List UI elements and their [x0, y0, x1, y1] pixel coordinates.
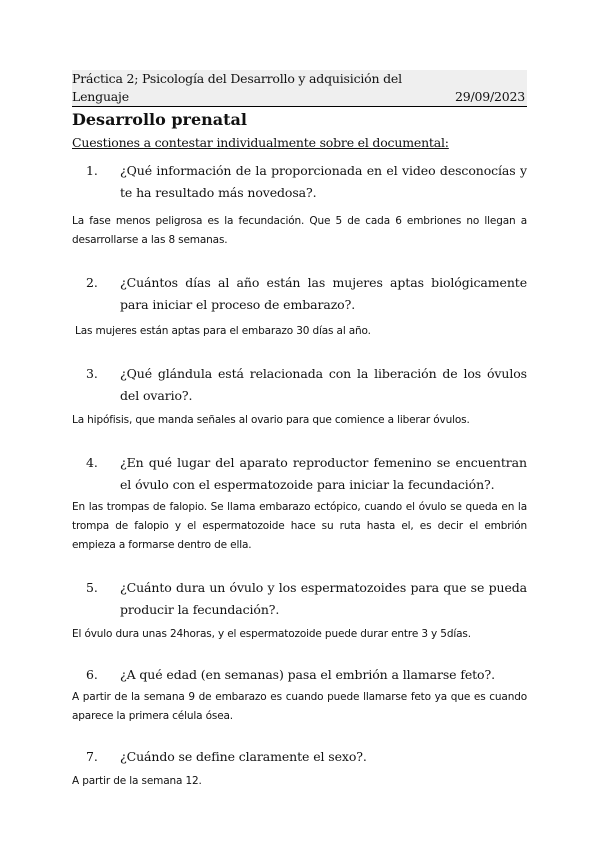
question-number: 1.	[86, 163, 98, 178]
question-number: 6.	[86, 667, 98, 682]
question-1	[72, 160, 527, 204]
document-header	[72, 70, 527, 107]
question-text: ¿Qué información de la proporcionada en el video desconocías y te ha resultado más novedosa?.	[120, 163, 527, 200]
answer-5: El óvulo dura unas 24horas, y el espermatozoide puede durar entre 3 y 5días.	[72, 628, 471, 640]
page-title: Desarrollo prenatal	[72, 110, 247, 129]
question-number: 2.	[86, 275, 98, 290]
question-number: 3.	[86, 366, 98, 381]
question-number: 4.	[86, 455, 98, 470]
question-5	[72, 577, 527, 621]
answer-6: A partir de la semana 9 de embarazo es cuando puede llamarse feto ya que es cuando aparece la primera célula ósea.	[72, 691, 527, 722]
answer-4: En las trompas de falopio. Se llama embarazo ectópico, cuando el óvulo se queda en la trompa de falopio y el espermatozoide hace su ruta hasta el, es decir el embrión empieza a formarse dentro de ella.	[72, 501, 527, 551]
question-text: ¿Cuándo se define claramente el sexo?.	[120, 749, 367, 764]
course-title: Práctica 2; Psicología del Desarrollo y adquisición del Lenguaje	[72, 71, 402, 104]
question-7	[72, 746, 527, 768]
question-text: ¿Cuánto dura un óvulo y los espermatozoides para que se pueda producir la fecundación?.	[120, 580, 527, 617]
document-page	[72, 70, 527, 791]
question-2	[72, 272, 527, 316]
question-text: ¿Qué glándula está relacionada con la liberación de los óvulos del ovario?.	[120, 366, 527, 403]
document-date: 29/09/2023	[454, 89, 525, 104]
instructions-heading: Cuestiones a contestar individualmente sobre el documental:	[72, 135, 449, 150]
question-text: ¿Cuántos días al año están las mujeres aptas biológicamente para iniciar el proceso de embarazo?.	[120, 275, 527, 312]
question-text: ¿A qué edad (en semanas) pasa el embrión a llamarse feto?.	[120, 667, 495, 682]
question-number: 7.	[86, 749, 98, 764]
question-6	[72, 664, 527, 686]
answer-7: A partir de la semana 12.	[72, 775, 202, 787]
answer-2: Las mujeres están aptas para el embarazo 30 días al año.	[75, 325, 371, 337]
answer-1: La fase menos peligrosa es la fecundación. Que 5 de cada 6 embriones no llegan a desarrollarse a las 8 semanas.	[72, 215, 527, 246]
question-4	[72, 452, 527, 496]
question-3	[72, 363, 527, 407]
answer-3: La hipófisis, que manda señales al ovario para que comience a liberar óvulos.	[72, 414, 470, 426]
question-number: 5.	[86, 580, 98, 595]
question-text: ¿En qué lugar del aparato reproductor femenino se encuentran el óvulo con el espermatozoide para iniciar la fecundación?.	[120, 455, 527, 492]
